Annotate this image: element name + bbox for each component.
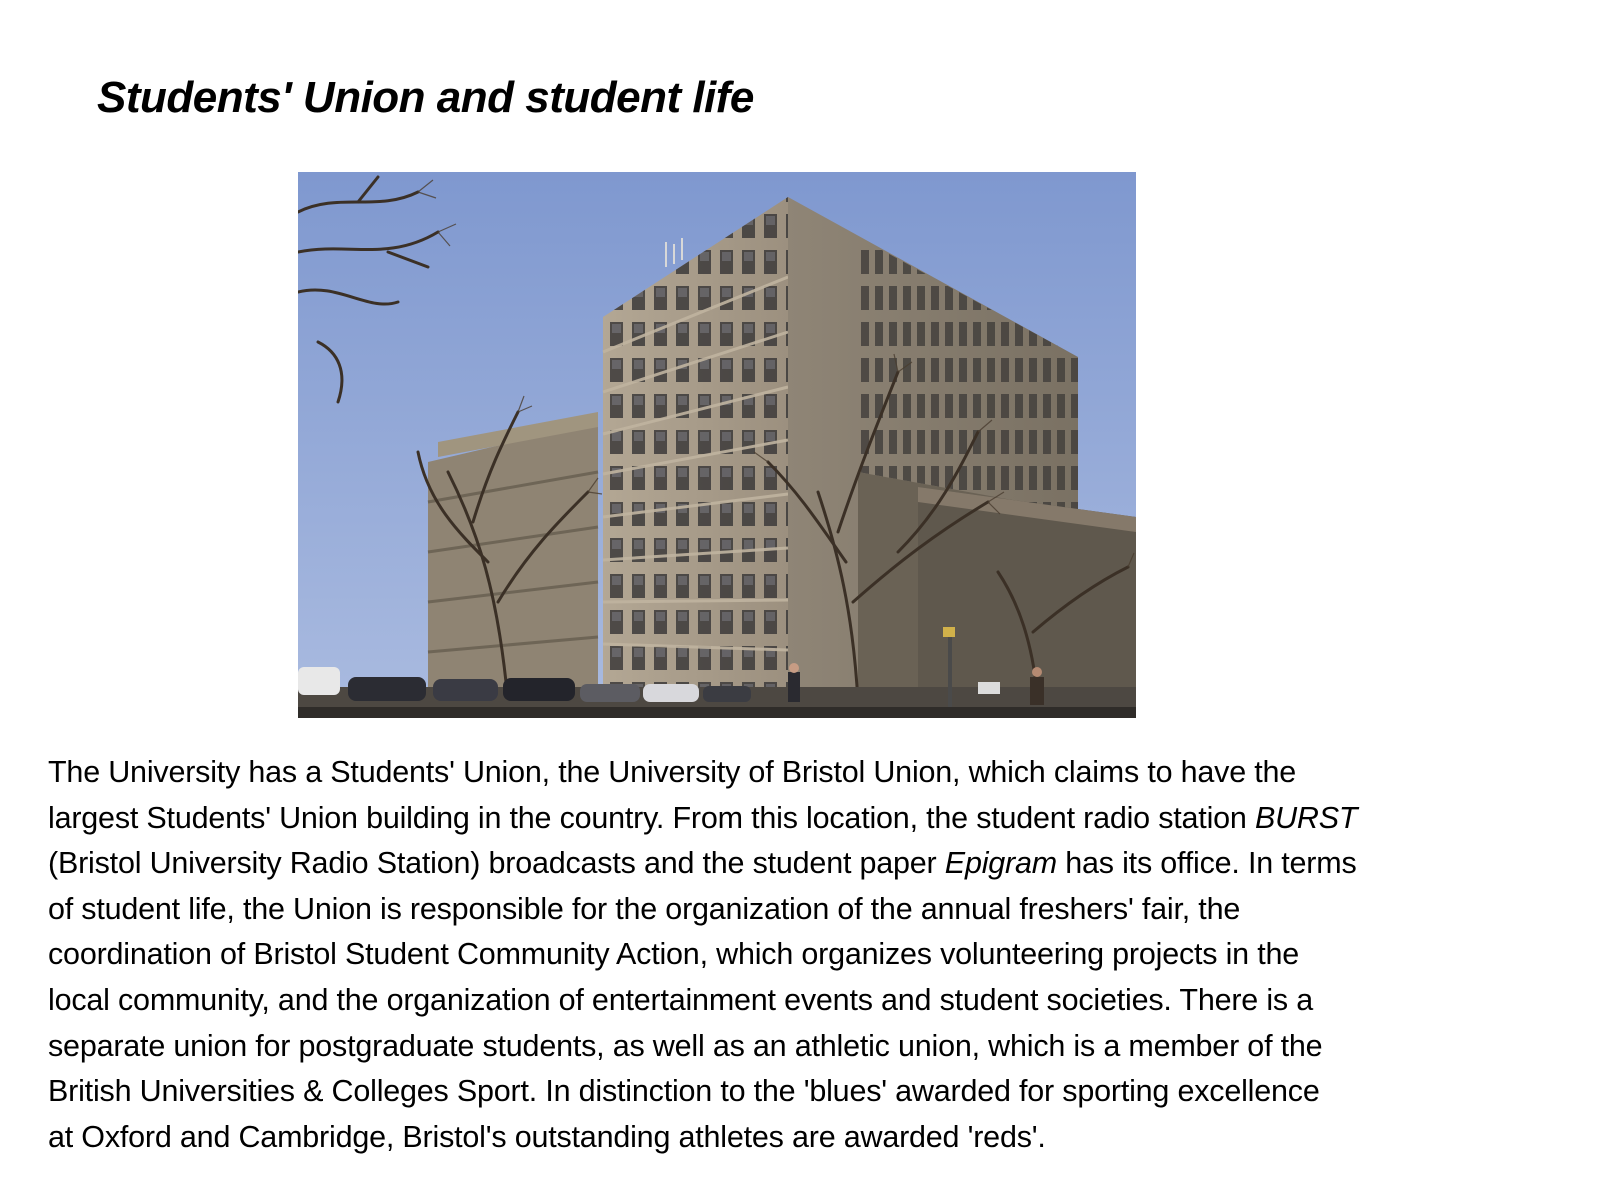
- union-building-photo: [298, 172, 1136, 718]
- body-paragraph: [48, 750, 1578, 1160]
- body-line: [48, 978, 1578, 1024]
- body-line: [48, 750, 1578, 796]
- body-text-run: separate union for postgraduate students, as well as an athletic union, which is a member of the: [48, 1028, 1323, 1063]
- body-text-run: (Bristol University Radio Station) broadcasts and the student paper: [48, 846, 945, 881]
- body-text-run: coordination of Bristol Student Community Action, which organizes volunteering projects in the: [48, 937, 1300, 972]
- slide-title: Students' Union and student life: [97, 73, 754, 122]
- body-line: [48, 932, 1578, 978]
- italic-title-text: BURST: [1254, 800, 1358, 835]
- body-text-run: largest Students' Union building in the country. From this location, the student radio station: [48, 800, 1255, 835]
- body-text-run: British Universities & Colleges Sport. In distinction to the 'blues' awarded for sporting excellence: [48, 1074, 1320, 1109]
- body-text-run: at Oxford and Cambridge, Bristol's outstanding athletes are awarded 'reds'.: [48, 1119, 1046, 1154]
- body-text-run: has its office. In terms: [1056, 846, 1357, 881]
- body-line: [48, 1024, 1578, 1070]
- body-line: [48, 1069, 1578, 1115]
- body-text-run: local community, and the organization of entertainment events and student societies. There is a: [48, 982, 1313, 1017]
- body-line: [48, 796, 1578, 842]
- body-text-run: of student life, the Union is responsible for the organization of the annual freshers' fair, the: [48, 891, 1241, 926]
- body-line: [48, 841, 1578, 887]
- italic-title-text: Epigram: [944, 846, 1057, 881]
- body-line: [48, 887, 1578, 933]
- body-line: [48, 1115, 1578, 1161]
- body-text-run: The University has a Students' Union, the University of Bristol Union, which claims to have the: [48, 755, 1297, 789]
